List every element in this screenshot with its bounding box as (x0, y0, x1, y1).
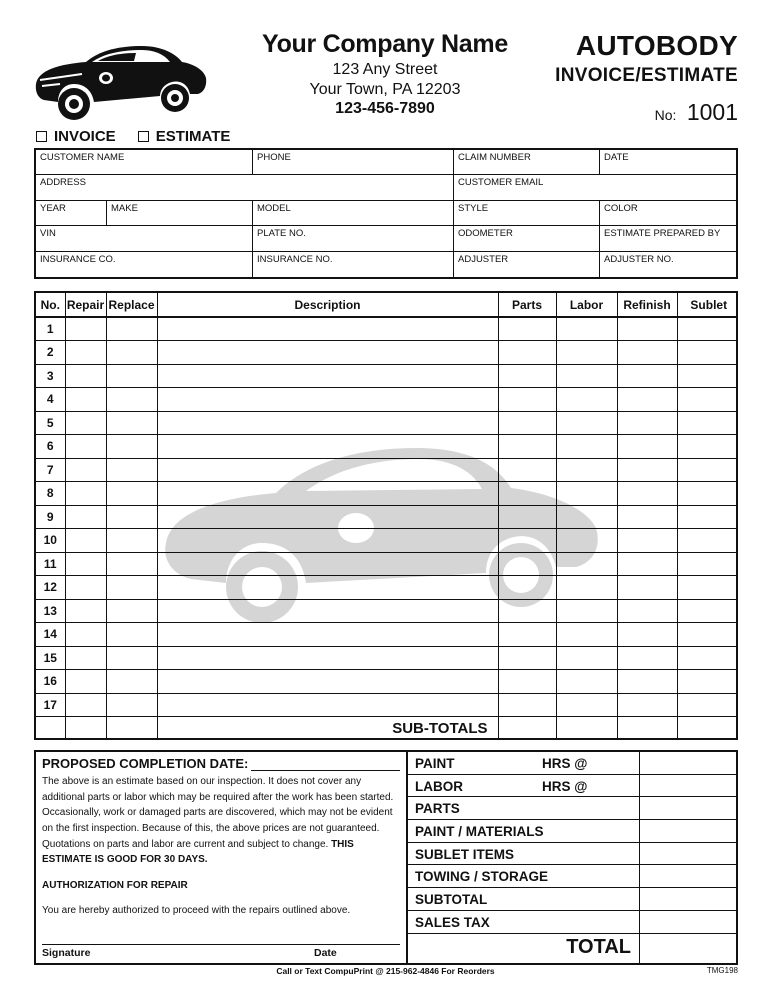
labor-cell[interactable] (556, 646, 617, 670)
form-number-label: No: (654, 107, 677, 123)
form-number (555, 99, 738, 126)
refinish-cell[interactable] (617, 599, 677, 623)
description-cell[interactable] (157, 552, 498, 576)
sales-tax-amount[interactable] (639, 911, 736, 933)
sublet-cell[interactable] (677, 623, 738, 647)
parts-cell[interactable] (498, 552, 556, 576)
description-cell[interactable] (157, 341, 498, 365)
totals-panel (408, 752, 736, 963)
description-cell[interactable] (157, 529, 498, 553)
table-row (36, 458, 738, 482)
description-cell[interactable] (157, 458, 498, 482)
parts-cell[interactable] (498, 599, 556, 623)
authorization-text: You are hereby authorized to proceed with the repairs outlined above. (42, 905, 351, 917)
row-number: 2 (36, 341, 65, 365)
labor-cell[interactable] (556, 458, 617, 482)
description-cell[interactable] (157, 364, 498, 388)
subtotal-replace[interactable] (106, 717, 157, 741)
table-row (36, 317, 738, 341)
parts-cell[interactable] (498, 388, 556, 412)
parts-cell[interactable] (498, 505, 556, 529)
table-row (36, 435, 738, 459)
labor-amount[interactable] (639, 775, 736, 797)
row-number: 12 (36, 576, 65, 600)
adjuster-field[interactable]: ADJUSTER (453, 252, 599, 277)
customer-email-field[interactable]: CUSTOMER EMAIL (453, 175, 736, 199)
replace-cell[interactable] (106, 317, 157, 341)
table-row (36, 505, 738, 529)
completion-date-field[interactable]: PROPOSED COMPLETION DATE: (42, 756, 400, 771)
info-row-2 (36, 175, 736, 200)
make-field[interactable]: MAKE (106, 201, 252, 225)
year-field[interactable]: YEAR (40, 202, 66, 214)
repair-cell[interactable] (65, 388, 106, 412)
table-row (36, 599, 738, 623)
row-number: 8 (36, 482, 65, 506)
sales-tax-row: SALES TAX (408, 911, 736, 934)
description-cell[interactable] (157, 646, 498, 670)
replace-cell[interactable] (106, 576, 157, 600)
total-row: TOTAL (408, 934, 736, 963)
color-field[interactable]: COLOR (599, 201, 736, 225)
row-number: 13 (36, 599, 65, 623)
col-header-replace: Replace (106, 293, 157, 317)
row-number: 6 (36, 435, 65, 459)
refinish-cell[interactable] (617, 693, 677, 717)
replace-cell[interactable] (106, 341, 157, 365)
labor-hrs-label: HRS @ (542, 778, 588, 794)
customer-info-grid (34, 148, 738, 279)
row-number: 17 (36, 693, 65, 717)
type-checkboxes (36, 128, 230, 145)
parts-amount[interactable] (639, 797, 736, 819)
table-row (36, 388, 738, 412)
subtotals-label: SUB-TOTALS (157, 717, 498, 741)
paint-materials-amount[interactable] (639, 820, 736, 842)
table-row (36, 693, 738, 717)
info-row-3 (36, 201, 736, 226)
sublet-cell[interactable] (677, 341, 738, 365)
form-code: TMG198 (706, 966, 738, 975)
company-phone: 123-456-7890 (335, 100, 435, 117)
towing-storage-amount[interactable] (639, 865, 736, 887)
table-row (36, 552, 738, 576)
summary-section (34, 750, 738, 965)
row-number: 14 (36, 623, 65, 647)
paint-amount[interactable] (639, 752, 736, 774)
labor-cell[interactable] (556, 388, 617, 412)
replace-cell[interactable] (106, 411, 157, 435)
plate-number-field[interactable]: PLATE NO. (252, 226, 453, 250)
form-title (555, 30, 738, 126)
sublet-cell[interactable] (677, 505, 738, 529)
table-row (36, 411, 738, 435)
parts-cell[interactable] (498, 576, 556, 600)
line-items-table (34, 291, 738, 740)
labor-row: LABOR HRS @ (408, 775, 736, 798)
completion-date-line[interactable] (251, 758, 400, 771)
labor-cell[interactable] (556, 482, 617, 506)
repair-cell[interactable] (65, 623, 106, 647)
refinish-cell[interactable] (617, 552, 677, 576)
authorization-title: AUTHORIZATION FOR REPAIR (42, 880, 188, 892)
title-invoice-estimate: INVOICE/ESTIMATE (555, 65, 738, 86)
date-field[interactable]: DATE (599, 150, 736, 174)
parts-cell[interactable] (498, 646, 556, 670)
repair-cell[interactable] (65, 529, 106, 553)
form-number-value: 1001 (686, 99, 738, 125)
repair-cell[interactable] (65, 317, 106, 341)
repair-cell[interactable] (65, 646, 106, 670)
estimate-checkbox[interactable]: ESTIMATE (138, 128, 231, 145)
labor-cell[interactable] (556, 599, 617, 623)
labor-cell[interactable] (556, 670, 617, 694)
subtotals-row (36, 717, 738, 741)
company-name: Your Company Name (262, 30, 508, 58)
row-number: 1 (36, 317, 65, 341)
parts-cell[interactable] (498, 529, 556, 553)
labor-cell[interactable] (556, 411, 617, 435)
description-cell[interactable] (157, 599, 498, 623)
refinish-cell[interactable] (617, 341, 677, 365)
checkbox-icon[interactable] (138, 131, 149, 142)
replace-cell[interactable] (106, 482, 157, 506)
company-street: 123 Any Street (332, 61, 438, 78)
subtotal-row: SUBTOTAL (408, 888, 736, 911)
replace-cell[interactable] (106, 505, 157, 529)
subtotal-amount[interactable] (639, 888, 736, 910)
repair-cell[interactable] (65, 505, 106, 529)
sublet-cell[interactable] (677, 317, 738, 341)
info-row-4 (36, 226, 736, 251)
parts-cell[interactable] (498, 317, 556, 341)
repair-cell[interactable] (65, 693, 106, 717)
info-row-1 (36, 150, 736, 175)
table-row (36, 341, 738, 365)
replace-cell[interactable] (106, 599, 157, 623)
insurance-company-field[interactable]: INSURANCE CO. (40, 253, 116, 265)
refinish-cell[interactable] (617, 529, 677, 553)
refinish-cell[interactable] (617, 364, 677, 388)
description-cell[interactable] (157, 623, 498, 647)
table-row (36, 670, 738, 694)
refinish-cell[interactable] (617, 576, 677, 600)
sublet-cell[interactable] (677, 646, 738, 670)
adjuster-number-field[interactable]: ADJUSTER NO. (599, 252, 736, 277)
repair-cell[interactable] (65, 670, 106, 694)
replace-cell[interactable] (106, 552, 157, 576)
address-field[interactable]: ADDRESS (40, 177, 86, 189)
refinish-cell[interactable] (617, 646, 677, 670)
paint-hrs-label: HRS @ (542, 756, 588, 771)
info-row-5 (36, 252, 736, 277)
refinish-cell[interactable] (617, 411, 677, 435)
subtotal-parts[interactable] (498, 717, 556, 741)
sublet-cell[interactable] (677, 364, 738, 388)
car-logo-icon (30, 40, 208, 128)
parts-cell[interactable] (498, 341, 556, 365)
style-field[interactable]: STYLE (453, 201, 599, 225)
row-number: 7 (36, 458, 65, 482)
phone-field[interactable]: PHONE (252, 150, 453, 174)
repair-cell[interactable] (65, 599, 106, 623)
sublet-cell[interactable] (677, 435, 738, 459)
replace-cell[interactable] (106, 458, 157, 482)
description-cell[interactable] (157, 317, 498, 341)
subtotal-refinish[interactable] (617, 717, 677, 741)
signature-date-label: Date (314, 947, 337, 959)
estimate-disclaimer: The above is an estimate based on our inspection. It does not cover any additional parts or labor which may be required after the work has been started. Occasionally, work or damaged parts are discovered, which may not be evident on the first inspection. Because of this, the above prices are not guaranteed. Quotations on parts and labor are current and subject to change. THIS ESTIMATE IS GOOD FOR 30 DAYS. (42, 776, 394, 866)
parts-cell[interactable] (498, 435, 556, 459)
signature-label: Signature (42, 947, 91, 959)
table-row (36, 623, 738, 647)
row-number: 10 (36, 529, 65, 553)
sublet-cell[interactable] (677, 482, 738, 506)
labor-cell[interactable] (556, 364, 617, 388)
description-cell[interactable] (157, 435, 498, 459)
description-cell[interactable] (157, 693, 498, 717)
table-row (36, 364, 738, 388)
sublet-cell[interactable] (677, 599, 738, 623)
company-header (240, 30, 530, 118)
sublet-items-amount[interactable] (639, 843, 736, 865)
sublet-cell[interactable] (677, 693, 738, 717)
col-header-no: No. (36, 293, 65, 317)
replace-cell[interactable] (106, 646, 157, 670)
labor-cell[interactable] (556, 341, 617, 365)
subtotal-repair[interactable] (65, 717, 106, 741)
row-number: 9 (36, 505, 65, 529)
replace-cell[interactable] (106, 623, 157, 647)
labor-cell[interactable] (556, 552, 617, 576)
line-items-grid (36, 293, 738, 740)
terms-panel (36, 752, 408, 963)
checkbox-icon[interactable] (36, 131, 47, 142)
replace-cell[interactable] (106, 435, 157, 459)
sublet-cell[interactable] (677, 552, 738, 576)
replace-cell[interactable] (106, 670, 157, 694)
towing-storage-row: TOWING / STORAGE (408, 865, 736, 888)
replace-cell[interactable] (106, 529, 157, 553)
repair-cell[interactable] (65, 482, 106, 506)
refinish-cell[interactable] (617, 388, 677, 412)
title-autobody: AUTOBODY (575, 30, 738, 61)
row-number: 4 (36, 388, 65, 412)
refinish-cell[interactable] (617, 670, 677, 694)
company-city: Your Town, PA 12203 (309, 81, 461, 98)
col-header-description: Description (157, 293, 498, 317)
sublet-cell[interactable] (677, 529, 738, 553)
description-cell[interactable] (157, 670, 498, 694)
row-number: 5 (36, 411, 65, 435)
col-header-sublet: Sublet (677, 293, 738, 317)
sublet-cell[interactable] (677, 388, 738, 412)
table-row (36, 482, 738, 506)
customer-name-field[interactable]: CUSTOMER NAME (40, 152, 125, 163)
insurance-number-field[interactable]: INSURANCE NO. (252, 252, 453, 277)
estimate-prepared-by-field[interactable]: ESTIMATE PREPARED BY (599, 226, 736, 250)
repair-cell[interactable] (65, 435, 106, 459)
description-cell[interactable] (157, 388, 498, 412)
model-field[interactable]: MODEL (252, 201, 453, 225)
labor-cell[interactable] (556, 435, 617, 459)
row-number: 3 (36, 364, 65, 388)
table-row (36, 646, 738, 670)
table-row (36, 576, 738, 600)
repair-cell[interactable] (65, 576, 106, 600)
col-header-labor: Labor (556, 293, 617, 317)
replace-cell[interactable] (106, 388, 157, 412)
repair-cell[interactable] (65, 341, 106, 365)
subtotal-sublet[interactable] (677, 717, 738, 741)
col-header-repair: Repair (65, 293, 106, 317)
col-header-refinish: Refinish (617, 293, 677, 317)
paint-row: PAINT HRS @ (408, 752, 736, 775)
total-amount[interactable] (639, 934, 736, 963)
replace-cell[interactable] (106, 693, 157, 717)
refinish-cell[interactable] (617, 317, 677, 341)
table-row (36, 529, 738, 553)
col-header-parts: Parts (498, 293, 556, 317)
description-cell[interactable] (157, 411, 498, 435)
refinish-cell[interactable] (617, 458, 677, 482)
parts-row: PARTS (408, 797, 736, 820)
vin-field[interactable]: VIN (40, 228, 56, 240)
subtotals-blank (36, 717, 65, 741)
parts-cell[interactable] (498, 458, 556, 482)
paint-materials-row: PAINT / MATERIALS (408, 820, 736, 843)
table-header-row (36, 293, 738, 317)
invoice-checkbox[interactable]: INVOICE (36, 128, 116, 145)
parts-cell[interactable] (498, 670, 556, 694)
sublet-items-row: SUBLET ITEMS (408, 843, 736, 866)
parts-cell[interactable] (498, 482, 556, 506)
refinish-cell[interactable] (617, 623, 677, 647)
subtotal-labor[interactable] (556, 717, 617, 741)
refinish-cell[interactable] (617, 482, 677, 506)
parts-cell[interactable] (498, 411, 556, 435)
description-cell[interactable] (157, 576, 498, 600)
repair-cell[interactable] (65, 364, 106, 388)
labor-cell[interactable] (556, 623, 617, 647)
parts-cell[interactable] (498, 364, 556, 388)
estimate-validity: THIS ESTIMATE IS GOOD FOR 30 DAYS. (42, 838, 354, 866)
replace-cell[interactable] (106, 364, 157, 388)
labor-cell[interactable] (556, 529, 617, 553)
claim-number-field[interactable]: CLAIM NUMBER (453, 150, 599, 174)
description-cell[interactable] (157, 482, 498, 506)
parts-cell[interactable] (498, 623, 556, 647)
row-number: 15 (36, 646, 65, 670)
row-number: 11 (36, 552, 65, 576)
repair-cell[interactable] (65, 552, 106, 576)
labor-cell[interactable] (556, 505, 617, 529)
row-number: 16 (36, 670, 65, 694)
sublet-cell[interactable] (677, 458, 738, 482)
labor-cell[interactable] (556, 576, 617, 600)
sublet-cell[interactable] (677, 576, 738, 600)
sublet-cell[interactable] (677, 670, 738, 694)
labor-cell[interactable] (556, 317, 617, 341)
description-cell[interactable] (157, 505, 498, 529)
reorder-footer: Call or Text CompuPrint @ 215-962-4846 For Reorders (276, 966, 495, 976)
odometer-field[interactable]: ODOMETER (453, 226, 599, 250)
labor-cell[interactable] (556, 693, 617, 717)
signature-line[interactable] (42, 944, 400, 959)
sublet-cell[interactable] (677, 411, 738, 435)
repair-cell[interactable] (65, 458, 106, 482)
refinish-cell[interactable] (617, 435, 677, 459)
repair-cell[interactable] (65, 411, 106, 435)
refinish-cell[interactable] (617, 505, 677, 529)
parts-cell[interactable] (498, 693, 556, 717)
